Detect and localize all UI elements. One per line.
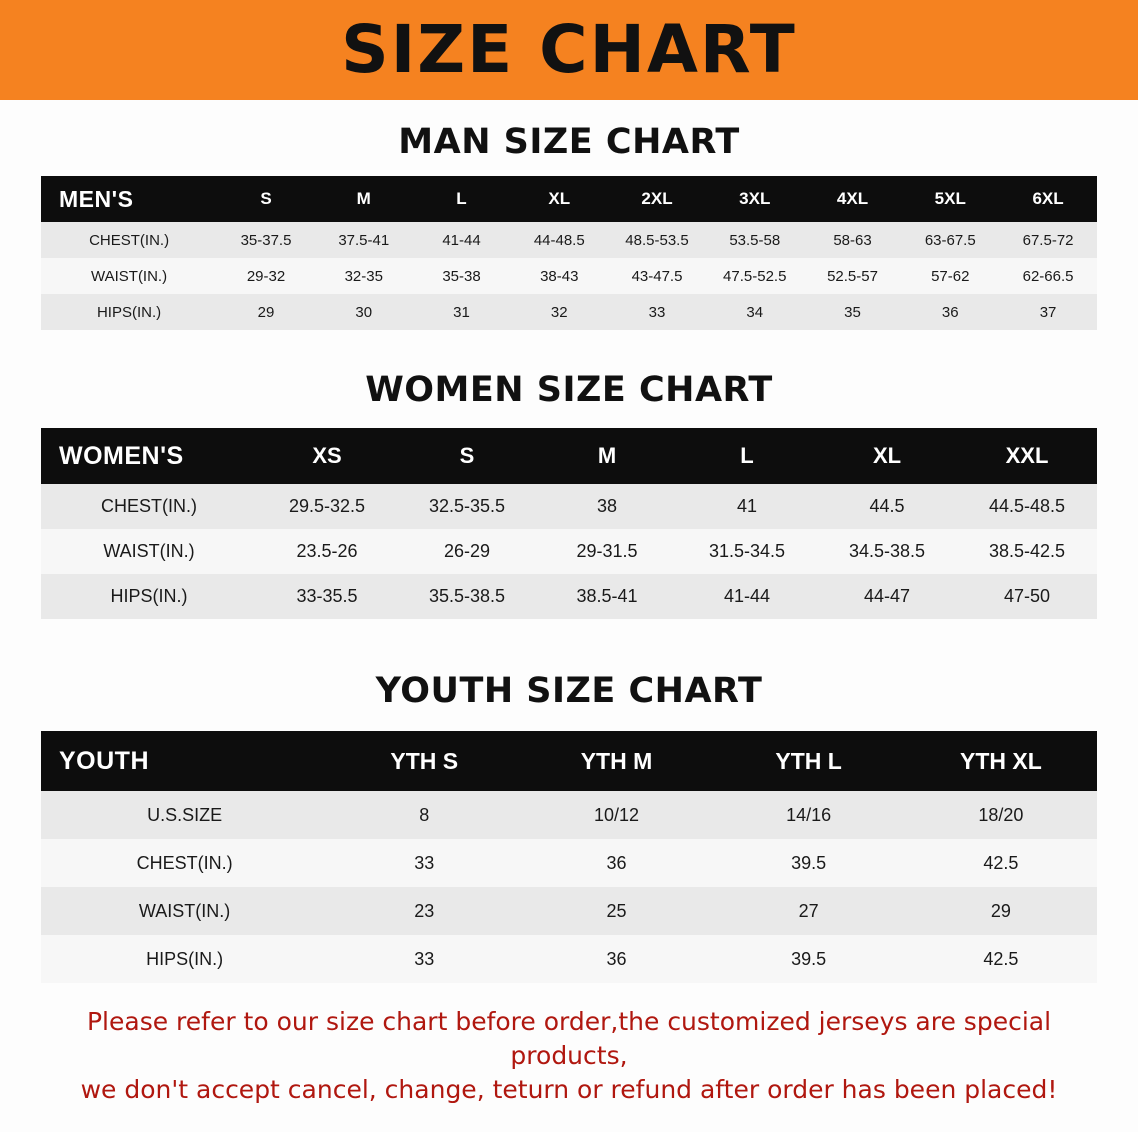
cell: 42.5 [905,839,1097,887]
men-col-header: 6XL [999,176,1097,222]
disclaimer-line-2: we don't accept cancel, change, teturn or refund after order has been placed! [80,1074,1058,1104]
cell: 29-32 [217,258,315,294]
cell: 36 [520,935,712,983]
youth-size-table [41,731,1097,983]
youth-col-header: YTH XL [905,731,1097,791]
cell: 44.5 [817,484,957,529]
cell: 37 [999,294,1097,330]
cell: 41-44 [677,574,817,619]
women-table-body [41,484,1097,619]
cell: 32 [510,294,608,330]
table-row [41,839,1097,887]
youth-col-header: YTH L [713,731,905,791]
cell: 36 [901,294,999,330]
table-header-row [41,731,1097,791]
row-label: HIPS(IN.) [41,935,328,983]
page-title: SIZE CHART [341,11,797,88]
cell: 32.5-35.5 [397,484,537,529]
cell: 23.5-26 [257,529,397,574]
cell: 38 [537,484,677,529]
cell: 29 [217,294,315,330]
row-label: HIPS(IN.) [41,294,217,330]
cell: 33-35.5 [257,574,397,619]
table-row [41,484,1097,529]
cell: 25 [520,887,712,935]
youth-corner-label: YOUTH [41,731,328,791]
women-col-header: XS [257,428,397,484]
cell: 53.5-58 [706,222,804,258]
cell: 41 [677,484,817,529]
cell: 29-31.5 [537,529,677,574]
cell: 39.5 [713,839,905,887]
cell: 44-48.5 [510,222,608,258]
table-row [41,294,1097,330]
cell: 31 [413,294,511,330]
cell: 32-35 [315,258,413,294]
cell: 44-47 [817,574,957,619]
cell: 10/12 [520,791,712,839]
cell: 33 [328,839,520,887]
cell: 47-50 [957,574,1097,619]
men-size-table [41,176,1097,330]
cell: 37.5-41 [315,222,413,258]
cell: 43-47.5 [608,258,706,294]
women-corner-label: WOMEN'S [41,428,257,484]
cell: 44.5-48.5 [957,484,1097,529]
cell: 31.5-34.5 [677,529,817,574]
cell: 29.5-32.5 [257,484,397,529]
men-col-header: 3XL [706,176,804,222]
cell: 30 [315,294,413,330]
youth-col-header: YTH M [520,731,712,791]
table-row [41,791,1097,839]
row-label: CHEST(IN.) [41,839,328,887]
table-header-row [41,176,1097,222]
men-section-heading: MAN SIZE CHART [398,122,740,162]
youth-section-heading: YOUTH SIZE CHART [375,671,763,711]
men-corner-label: MEN'S [41,176,217,222]
cell: 47.5-52.5 [706,258,804,294]
men-col-header: 5XL [901,176,999,222]
women-section-heading: WOMEN SIZE CHART [365,370,773,410]
cell: 48.5-53.5 [608,222,706,258]
cell: 35 [804,294,902,330]
table-row [41,935,1097,983]
cell: 63-67.5 [901,222,999,258]
cell: 8 [328,791,520,839]
cell: 57-62 [901,258,999,294]
table-row [41,887,1097,935]
men-col-header: L [413,176,511,222]
row-label: WAIST(IN.) [41,258,217,294]
men-col-header: 2XL [608,176,706,222]
men-col-header: M [315,176,413,222]
row-label: CHEST(IN.) [41,484,257,529]
men-table-body [41,222,1097,330]
row-label: WAIST(IN.) [41,887,328,935]
cell: 18/20 [905,791,1097,839]
cell: 34.5-38.5 [817,529,957,574]
disclaimer-note [39,1005,1099,1106]
table-row [41,574,1097,619]
women-col-header: L [677,428,817,484]
cell: 23 [328,887,520,935]
row-label: WAIST(IN.) [41,529,257,574]
cell: 39.5 [713,935,905,983]
cell: 34 [706,294,804,330]
women-col-header: XXL [957,428,1097,484]
cell: 27 [713,887,905,935]
cell: 14/16 [713,791,905,839]
cell: 26-29 [397,529,537,574]
cell: 42.5 [905,935,1097,983]
cell: 33 [608,294,706,330]
women-col-header: M [537,428,677,484]
cell: 67.5-72 [999,222,1097,258]
women-size-table [41,428,1097,619]
cell: 29 [905,887,1097,935]
cell: 36 [520,839,712,887]
row-label: U.S.SIZE [41,791,328,839]
men-col-header: S [217,176,315,222]
cell: 35.5-38.5 [397,574,537,619]
row-label: HIPS(IN.) [41,574,257,619]
cell: 35-37.5 [217,222,315,258]
men-col-header: XL [510,176,608,222]
table-header-row [41,428,1097,484]
cell: 33 [328,935,520,983]
cell: 62-66.5 [999,258,1097,294]
banner [0,0,1138,100]
cell: 35-38 [413,258,511,294]
cell: 38-43 [510,258,608,294]
cell: 58-63 [804,222,902,258]
disclaimer-line-1: Please refer to our size chart before order,the customized jerseys are special products, [86,1007,1052,1070]
cell: 41-44 [413,222,511,258]
women-col-header: XL [817,428,957,484]
row-label: CHEST(IN.) [41,222,217,258]
women-table-head [41,428,1097,484]
table-row [41,529,1097,574]
youth-col-header: YTH S [328,731,520,791]
youth-table-body [41,791,1097,983]
women-col-header: S [397,428,537,484]
table-row [41,258,1097,294]
men-table-head [41,176,1097,222]
youth-table-head [41,731,1097,791]
table-row [41,222,1097,258]
men-col-header: 4XL [804,176,902,222]
cell: 38.5-42.5 [957,529,1097,574]
cell: 38.5-41 [537,574,677,619]
cell: 52.5-57 [804,258,902,294]
